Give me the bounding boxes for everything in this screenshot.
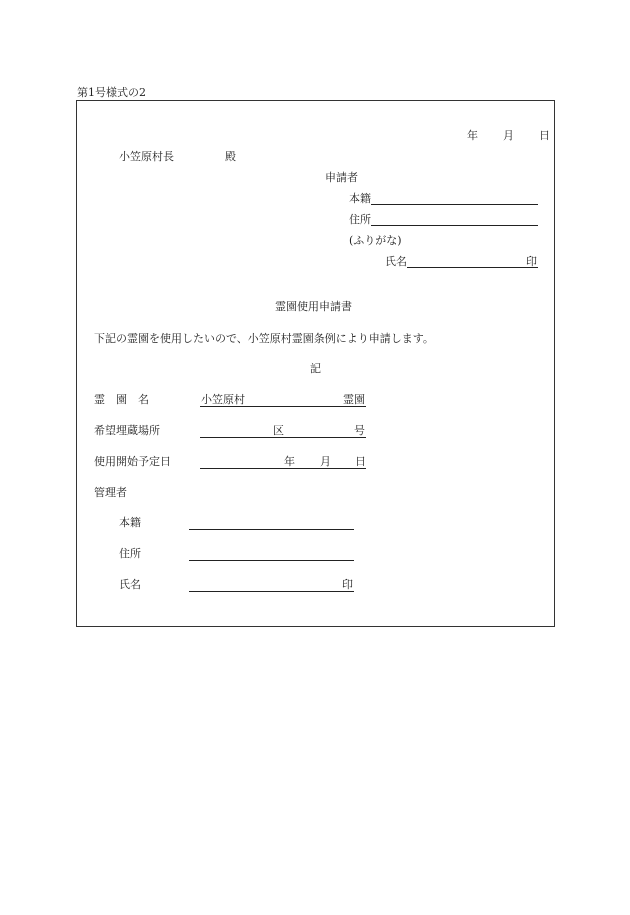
document-title: 霊園使用申請書	[275, 300, 352, 313]
start-day: 日	[355, 455, 366, 468]
start-date-label: 使用開始予定日	[94, 455, 171, 468]
cemetery-suffix: 霊園	[343, 393, 365, 406]
date-day: 日	[539, 129, 550, 142]
applicant-honseki-label: 本籍	[349, 192, 371, 205]
addressee-name: 小笠原村長	[119, 150, 174, 163]
start-date-field[interactable]	[200, 468, 366, 469]
date-month: 月	[503, 129, 514, 142]
manager-heading: 管理者	[94, 486, 127, 499]
applicant-honseki-field[interactable]	[371, 204, 538, 205]
applicant-seal: 印	[526, 255, 537, 268]
start-year: 年	[284, 455, 295, 468]
date-year: 年	[467, 129, 478, 142]
cemetery-label: 霊 園 名	[94, 393, 149, 406]
applicant-address-label: 住所	[349, 213, 371, 226]
plot-ku: 区	[273, 424, 284, 437]
applicant-address-field[interactable]	[371, 225, 538, 226]
manager-name-label: 氏名	[119, 578, 141, 591]
applicant-furigana-label: (ふりがな)	[349, 234, 402, 247]
manager-seal: 印	[342, 578, 353, 591]
applicant-name-label: 氏名	[385, 255, 407, 268]
manager-name-field[interactable]	[189, 591, 354, 592]
cemetery-prefix: 小笠原村	[201, 393, 245, 406]
addressee-honorific: 殿	[225, 150, 236, 163]
plot-label: 希望埋蔵場所	[94, 424, 160, 437]
statement: 下記の霊園を使用したいので、小笠原村霊園条例により申請します。	[94, 332, 434, 345]
manager-honseki-field[interactable]	[189, 529, 354, 530]
manager-honseki-label: 本籍	[119, 516, 141, 529]
plot-go: 号	[354, 424, 365, 437]
applicant-name-field[interactable]	[407, 267, 538, 268]
form-number: 第1号様式の2	[77, 86, 146, 99]
ki-mark: 記	[310, 362, 321, 375]
manager-address-field[interactable]	[189, 560, 354, 561]
applicant-heading: 申請者	[325, 171, 358, 184]
start-month: 月	[320, 455, 331, 468]
manager-address-label: 住所	[119, 547, 141, 560]
